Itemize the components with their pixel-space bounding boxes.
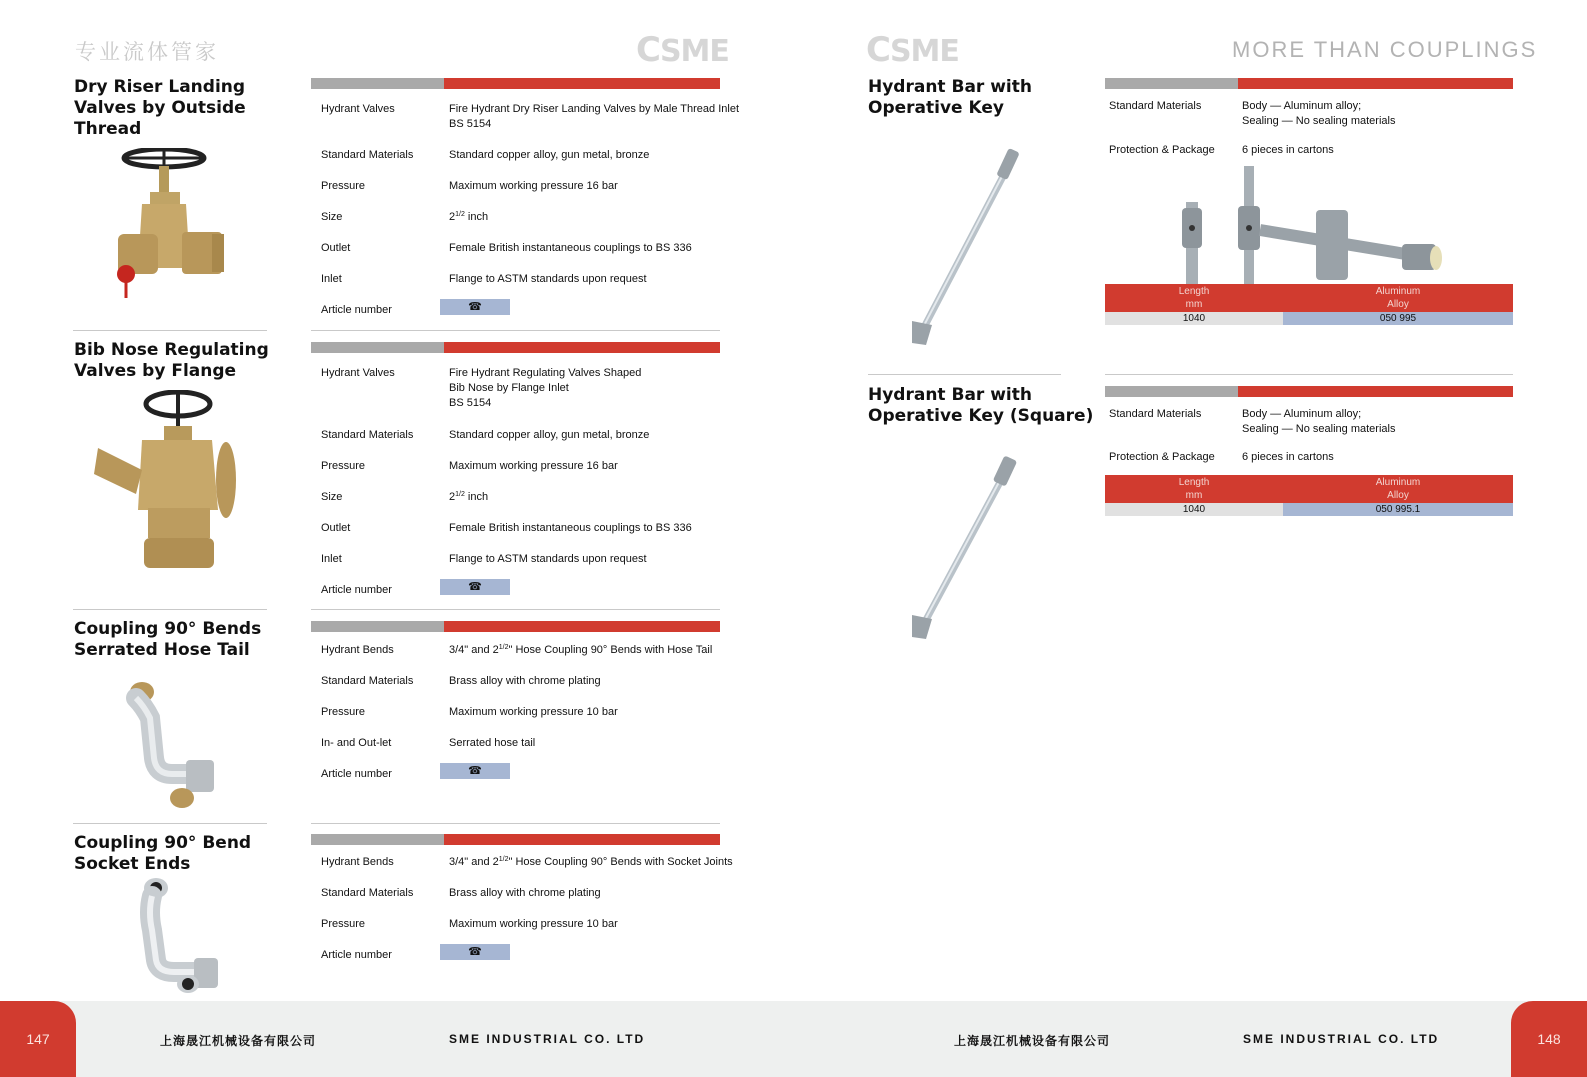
- spec-bar: [311, 342, 720, 353]
- product-title-socket: Coupling 90° Bend Socket Ends: [74, 833, 252, 874]
- serrated-bend-image: [124, 678, 224, 812]
- bib-nose-valve-image: [92, 390, 237, 572]
- company-name-en-left: SME INDUSTRIAL CO. LTD: [449, 1032, 646, 1046]
- spec-bar: [1105, 386, 1513, 397]
- dry-riser-valve-image: [112, 148, 227, 306]
- company-name-en-right: SME INDUSTRIAL CO. LTD: [1243, 1032, 1440, 1046]
- hydrant-bar-image: [906, 145, 1026, 350]
- cn-slogan: 专业流体管家: [75, 40, 219, 64]
- spec-divider: [311, 609, 720, 610]
- spec-divider: [311, 330, 720, 331]
- product-title-hydrant-bar-square: Hydrant Bar with Operative Key (Square): [868, 385, 1094, 426]
- table-row: 1040 050 995: [1105, 312, 1513, 325]
- title-divider: [73, 823, 267, 824]
- title-divider: [73, 330, 267, 331]
- article-table-hydrant-bar: Length mm Aluminum Alloy 1040 050 995: [1105, 284, 1513, 325]
- page-number-right: 148: [1511, 1001, 1587, 1077]
- spec-bar: [1105, 78, 1513, 89]
- title-divider: [73, 609, 267, 610]
- phone-icon[interactable]: ☎: [440, 944, 510, 960]
- tagline: MORE THAN COUPLINGS: [1232, 37, 1538, 62]
- sme-logo-right: CSME: [866, 30, 959, 70]
- spec-divider: [311, 823, 720, 824]
- product-title-serrated: Coupling 90° Bends Serrated Hose Tail: [74, 619, 262, 660]
- article-table-hydrant-bar-square: Length mm Aluminum Alloy 1040 050 995.1: [1105, 475, 1513, 516]
- hydrant-key-detail-image: [1180, 166, 1450, 284]
- sme-logo-left: CSME: [636, 30, 729, 70]
- spec-bar: [311, 78, 720, 89]
- product-title-hydrant-bar: Hydrant Bar with Operative Key: [868, 77, 1032, 118]
- phone-icon[interactable]: ☎: [440, 579, 510, 595]
- company-name-cn-left: 上海晟江机械设备有限公司: [160, 1034, 317, 1048]
- hydrant-bar-square-image: [906, 455, 1026, 645]
- title-divider: [868, 374, 1061, 375]
- company-name-cn-right: 上海晟江机械设备有限公司: [954, 1034, 1111, 1048]
- page-number-left: 147: [0, 1001, 76, 1077]
- spec-divider: [1105, 374, 1513, 375]
- phone-icon[interactable]: ☎: [440, 763, 510, 779]
- product-title-bib-nose: Bib Nose Regulating Valves by Flange: [74, 340, 269, 381]
- spec-bar: [311, 621, 720, 632]
- spec-bar: [311, 834, 720, 845]
- product-title-dry-riser: Dry Riser Landing Valves by Outside Thread: [74, 77, 246, 139]
- table-row: 1040 050 995.1: [1105, 503, 1513, 516]
- socket-bend-image: [130, 876, 226, 996]
- phone-icon[interactable]: ☎: [440, 299, 510, 315]
